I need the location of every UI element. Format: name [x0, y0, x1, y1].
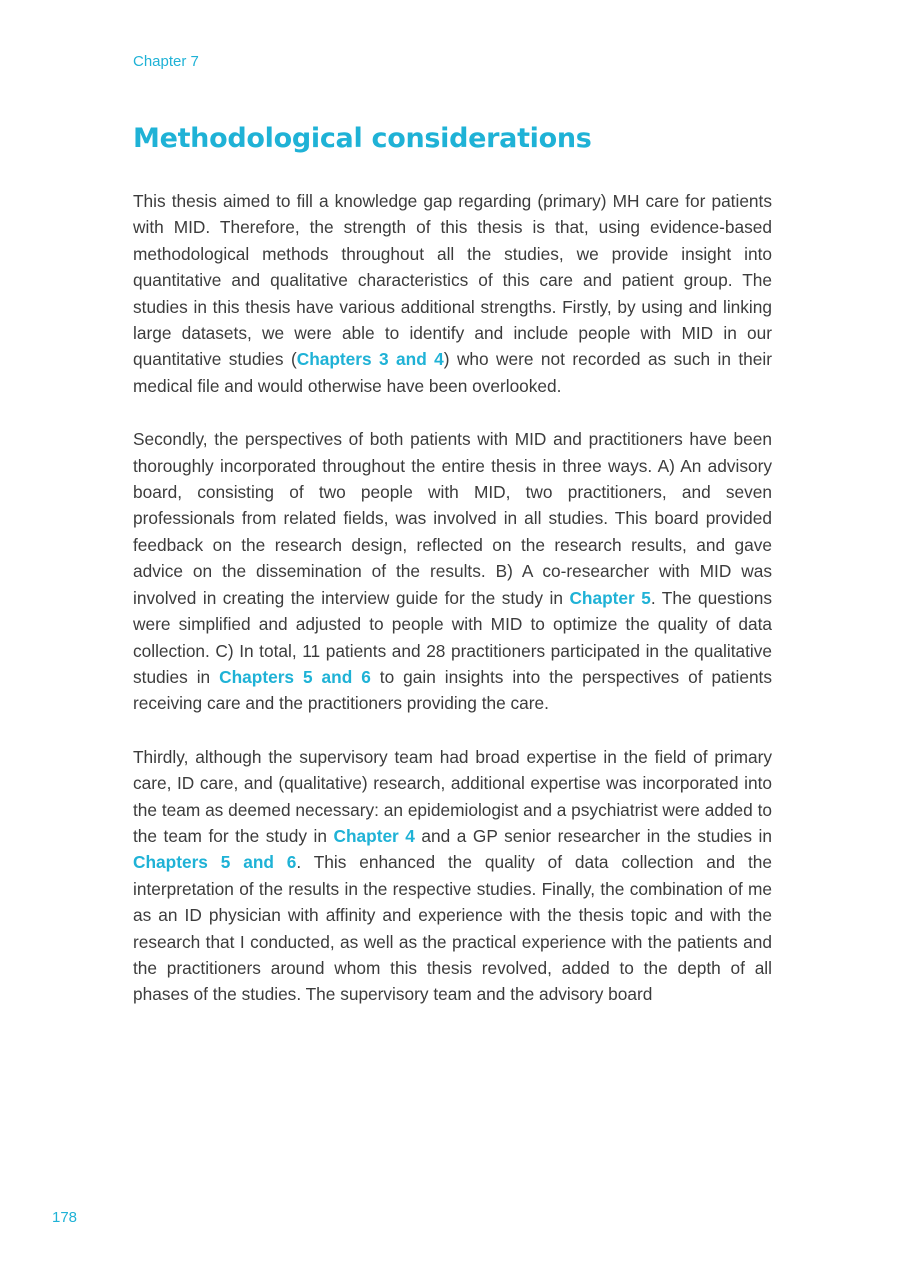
- paragraph-text: to gain insights into the perspectives of patients receiving care and the practitioners providing the care.: [133, 666, 772, 714]
- chapter-reference-link[interactable]: Chapters 5 and 6: [219, 666, 371, 687]
- chapter-reference-link[interactable]: Chapter 4: [333, 825, 415, 846]
- paragraph-text: . This enhanced the quality of data collection and the interpretation of the results in the respective studies. Finally, the combination of me as an ID physician with affinity and experience with the thesis topic and with the research that I conducted, as well as the practical experience with the patients and the practitioners around whom this thesis revolved, added to the depth of all phases of the studies. The supervisory team and the advisory board: [133, 852, 772, 1005]
- paragraph-expertise: [133, 744, 772, 1008]
- running-header: Chapter 7: [133, 53, 199, 70]
- page-number: 178: [52, 1209, 78, 1226]
- paragraph-perspectives: [133, 426, 772, 716]
- chapter-reference-link[interactable]: Chapter 5: [569, 587, 651, 608]
- paragraph-text: ) who were not recorded as such in their medical file and would otherwise have been overlooked.: [133, 349, 772, 396]
- section-title: Methodological considerations: [133, 123, 592, 154]
- paragraph-text: and a GP senior researcher in the studies in: [414, 825, 772, 846]
- paragraph-text: This thesis aimed to fill a knowledge gap regarding (primary) MH care for patients with MID. Therefore, the strength of this thesis is that, using evidence-based methodological methods throughout all the studies, we provide insight into quantitative and qualitative characteristics of this care and patient group. The studies in this thesis have various additional strengths. Firstly, by using and linking large datasets, we were able to identify and include people with MID in our quantitative studies (: [133, 191, 772, 370]
- paragraph-text: Thirdly, although the supervisory team had broad expertise in the field of primary care, ID care, and (qualitative) research, additional expertise was incorporated into the team as deemed necessary: an epidemiologist and a psychiatrist were added to the team for the study in: [133, 746, 772, 846]
- body-text: [133, 188, 772, 1035]
- paragraph-text: Secondly, the perspectives of both patients with MID and practitioners have been thoroughly incorporated throughout the entire thesis in three ways. A) An advisory board, consisting of two people with MID, two practitioners, and seven professionals from related fields, was involved in all studies. This board provided feedback on the research design, reflected on the research results, and gave advice on the dissemination of the results. B) A co-researcher with MID was involved in creating the interview guide for the study in: [133, 429, 772, 608]
- paragraph-text: . The questions were simplified and adjusted to people with MID to optimize the quality of data collection. C) In total, 11 patients and 28 practitioners participated in the qualitative studies in: [133, 587, 772, 687]
- chapter-reference-link[interactable]: Chapters 5 and 6: [133, 852, 297, 873]
- paragraph-strengths: [133, 188, 772, 399]
- chapter-reference-link[interactable]: Chapters 3 and 4: [296, 349, 444, 370]
